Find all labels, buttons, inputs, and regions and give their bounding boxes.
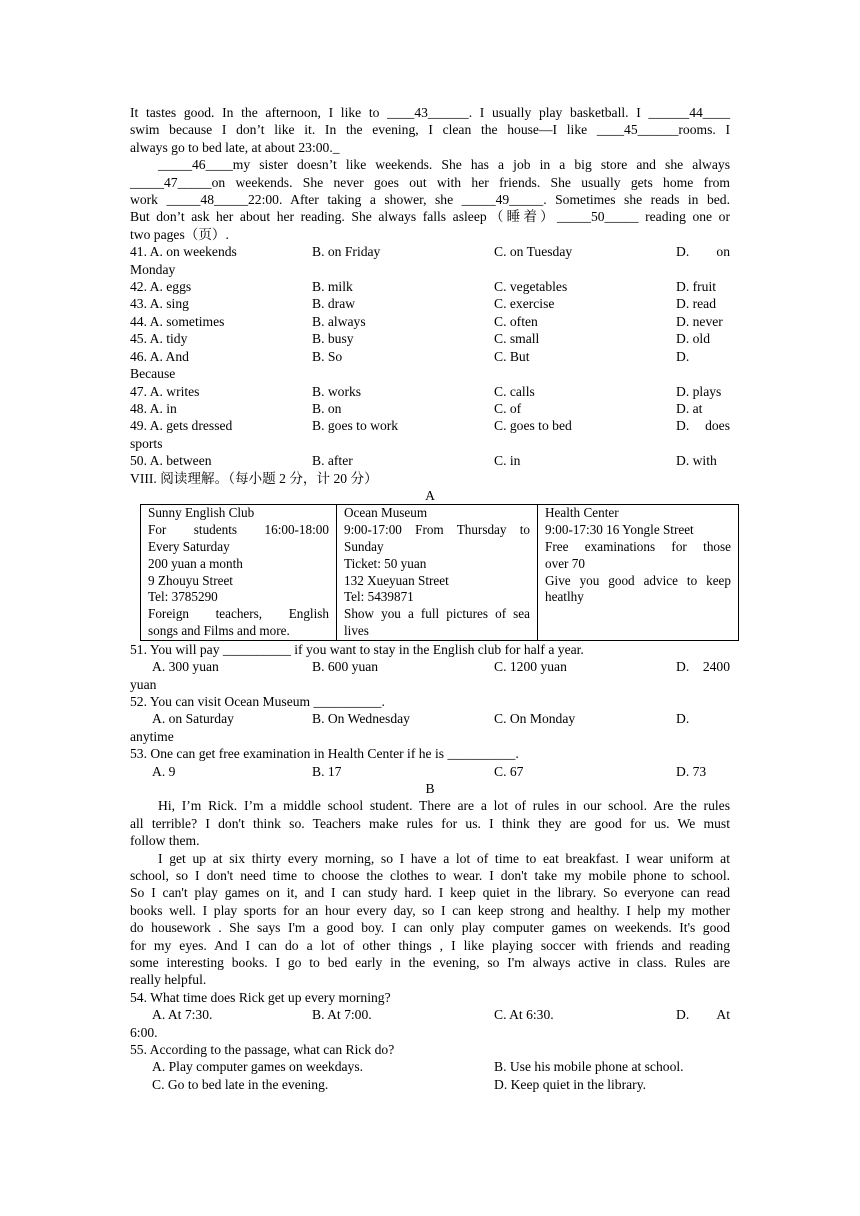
option-wrap: Monday — [130, 261, 176, 277]
option-d: D. — [676, 711, 690, 727]
option-b: B. On Wednesday — [312, 711, 410, 727]
option-a: A. At 7:30. — [152, 1007, 213, 1023]
part-label-a: A — [425, 487, 435, 503]
option-b: B. 600 yuan — [312, 659, 379, 675]
passage-line: two pages（页）. — [130, 226, 229, 242]
option-d: D. with — [676, 453, 717, 469]
option-c: C. calls — [494, 383, 535, 399]
option-a: 43. A. sing — [130, 296, 189, 312]
option-d: D. At — [676, 1007, 730, 1023]
passage-line: for my eyes. And I can do a lot of other things , I like playing soccer with friends and reading — [130, 937, 730, 953]
option-a: 50. A. between — [130, 453, 212, 469]
option-c: C. 67 — [494, 763, 524, 779]
passage-line: always go to bed late, at about 23:00._ — [130, 139, 340, 155]
option-a: 49. A. gets dressed — [130, 418, 233, 434]
section-heading: VIII. 阅读理解。（每小题 2 分，计 20 分） — [130, 470, 378, 486]
question-options-48 — [130, 400, 730, 417]
option-d: D. old — [676, 331, 710, 347]
passage-line: So I can't play games on it, and I can study hard. I keep quiet in the library. So everyone can read — [130, 885, 730, 901]
option-d: D. 73 — [676, 763, 707, 779]
option-b: B. goes to work — [312, 418, 399, 434]
option-c: C. 1200 yuan — [494, 659, 567, 675]
option-c: C. in — [494, 453, 521, 469]
option-d: D. does — [676, 418, 730, 434]
option-b: B. 17 — [312, 763, 342, 779]
option-d: D. plays — [676, 383, 722, 399]
question-options-41 — [130, 243, 730, 260]
question-options-50 — [130, 452, 730, 469]
option-d: D. on — [676, 244, 730, 260]
question-options-47 — [130, 383, 730, 400]
option-d: D. at — [676, 400, 703, 416]
passage-line: It tastes good. In the afternoon, I like to ____43______. I usually play basketball. I ______44____ — [130, 105, 730, 120]
option-b: B. So — [312, 348, 343, 364]
passage-line: some interesting books. I go to bed early in the evening, so I'm always active in class. Rules are — [130, 955, 730, 971]
option-c: C. of — [494, 400, 522, 416]
question-52: 52. You can visit Ocean Museum __________. — [130, 693, 385, 709]
option-a: A. on Saturday — [152, 711, 234, 727]
passage-line: follow them. — [130, 833, 200, 849]
option-a: 44. A. sometimes — [130, 313, 225, 329]
option-d: D. — [676, 348, 690, 364]
question-options-52 — [130, 710, 730, 727]
option-wrap: Because — [130, 366, 176, 382]
option-a: A. Play computer games on weekdays. — [152, 1059, 364, 1075]
ad-english-club: Sunny English Club For students 16:00-18:00 Every Saturday 200 yuan a month 9 Zhouyu Street Tel: 3785290 Foreign teachers, English songs and Films and more. — [141, 505, 337, 640]
question-options-43 — [130, 295, 730, 312]
passage-line: all terrible? I don't think so. Teachers make rules for us. I think they are good for us. We must — [130, 815, 730, 831]
question-options-53 — [130, 763, 730, 780]
question-options-46 — [130, 348, 730, 365]
passage-line: But don’t ask her about her reading. She always falls asleep（睡着）_____50_____ reading one or — [130, 209, 730, 225]
option-b: B. always — [312, 313, 366, 329]
option-b: B. busy — [312, 331, 354, 347]
option-d: D. fruit — [676, 279, 717, 295]
question-options-49 — [130, 417, 730, 434]
option-c: C. But — [494, 348, 530, 364]
option-a: 42. A. eggs — [130, 279, 192, 295]
option-c: C. on Tuesday — [494, 244, 573, 260]
ad-health-center: Health Center 9:00-17:30 16 Yongle Street Free examinations for those over 70 Give you good advice to keep heatlhy — [538, 505, 739, 640]
question-options-55-row1 — [130, 1058, 730, 1075]
option-a: 46. A. And — [130, 348, 189, 364]
option-c: C. At 6:30. — [494, 1007, 554, 1023]
option-a: 47. A. writes — [130, 383, 200, 399]
option-b: B. At 7:00. — [312, 1007, 372, 1023]
question-53: 53. One can get free examination in Health Center if he is __________. — [130, 746, 519, 762]
option-a: A. 9 — [152, 763, 176, 779]
option-d: D. Keep quiet in the library. — [494, 1076, 647, 1092]
option-b: B. after — [312, 453, 353, 469]
passage-line: books well. I play sports for an hour every day, so I can keep strong and healthy. I help my mother — [130, 902, 730, 918]
option-a: 45. A. tidy — [130, 331, 188, 347]
question-options-45 — [130, 330, 730, 347]
question-options-54 — [130, 1006, 730, 1023]
option-c: C. vegetables — [494, 279, 568, 295]
ads-table — [140, 504, 739, 640]
option-a: A. 300 yuan — [152, 659, 219, 675]
option-c: C. small — [494, 331, 540, 347]
option-b: B. works — [312, 383, 362, 399]
option-d: D. never — [676, 313, 723, 329]
question-51: 51. You will pay __________ if you want to stay in the English club for half a year. — [130, 641, 584, 657]
passage-line: _____46____my sister doesn’t like weekends. She has a job in a big store and she always — [158, 157, 730, 173]
option-b: B. milk — [312, 279, 353, 295]
passage-line: do housework . She says I'm a good boy. I can only play computer games on weekends. It's good — [130, 920, 730, 936]
passage-line: I get up at six thirty every morning, so I have a lot of time to eat breakfast. I wear uniform at — [158, 850, 730, 866]
option-wrap: 6:00. — [130, 1024, 158, 1040]
passage-line: _____47_____on weekends. She never goes out with her friends. She usually gets home from — [130, 174, 730, 190]
option-b: B. draw — [312, 296, 356, 312]
passage-line: really helpful. — [130, 972, 207, 988]
passage-line: school, so I don't need time to choose the clothes to wear. I don't take my mobile phone to school. — [130, 868, 730, 883]
option-a: 48. A. in — [130, 400, 177, 416]
question-options-51 — [130, 658, 730, 675]
question-options-44 — [130, 313, 730, 330]
option-d: D. 2400 — [676, 659, 730, 675]
option-c: C. goes to bed — [494, 418, 572, 434]
option-b: B. on Friday — [312, 244, 381, 260]
option-c: C. exercise — [494, 296, 555, 312]
passage-line: Hi, I’m Rick. I’m a middle school student. There are a lot of rules in our school. Are the rules — [158, 798, 730, 814]
option-b: B. Use his mobile phone at school. — [494, 1059, 684, 1075]
question-options-55-row2 — [130, 1076, 730, 1093]
question-options-42 — [130, 278, 730, 295]
option-a: 41. A. on weekends — [130, 244, 237, 260]
question-55: 55. According to the passage, what can Rick do? — [130, 1042, 395, 1058]
part-label-b: B — [425, 780, 435, 796]
option-c: C. Go to bed late in the evening. — [152, 1076, 329, 1092]
passage-line: swim because I don’t like it. In the evening, I clean the house—I like ____45______rooms. I — [130, 122, 730, 138]
passage-line: work _____48_____22:00. After taking a shower, she _____49_____. Sometimes she reads in bed. — [130, 192, 730, 208]
option-wrap: yuan — [130, 676, 157, 692]
exam-page — [130, 104, 730, 1093]
ad-ocean-museum: Ocean Museum 9:00-17:00 From Thursday to Sunday Ticket: 50 yuan 132 Xueyuan Street Tel: 5439871 Show you a full pictures of sea lives — [337, 505, 538, 640]
option-wrap: sports — [130, 435, 163, 451]
option-c: C. often — [494, 313, 538, 329]
option-d: D. read — [676, 296, 717, 312]
question-54: 54. What time does Rick get up every morning? — [130, 989, 391, 1005]
option-b: B. on — [312, 400, 342, 416]
option-wrap: anytime — [130, 728, 174, 744]
option-c: C. On Monday — [494, 711, 576, 727]
